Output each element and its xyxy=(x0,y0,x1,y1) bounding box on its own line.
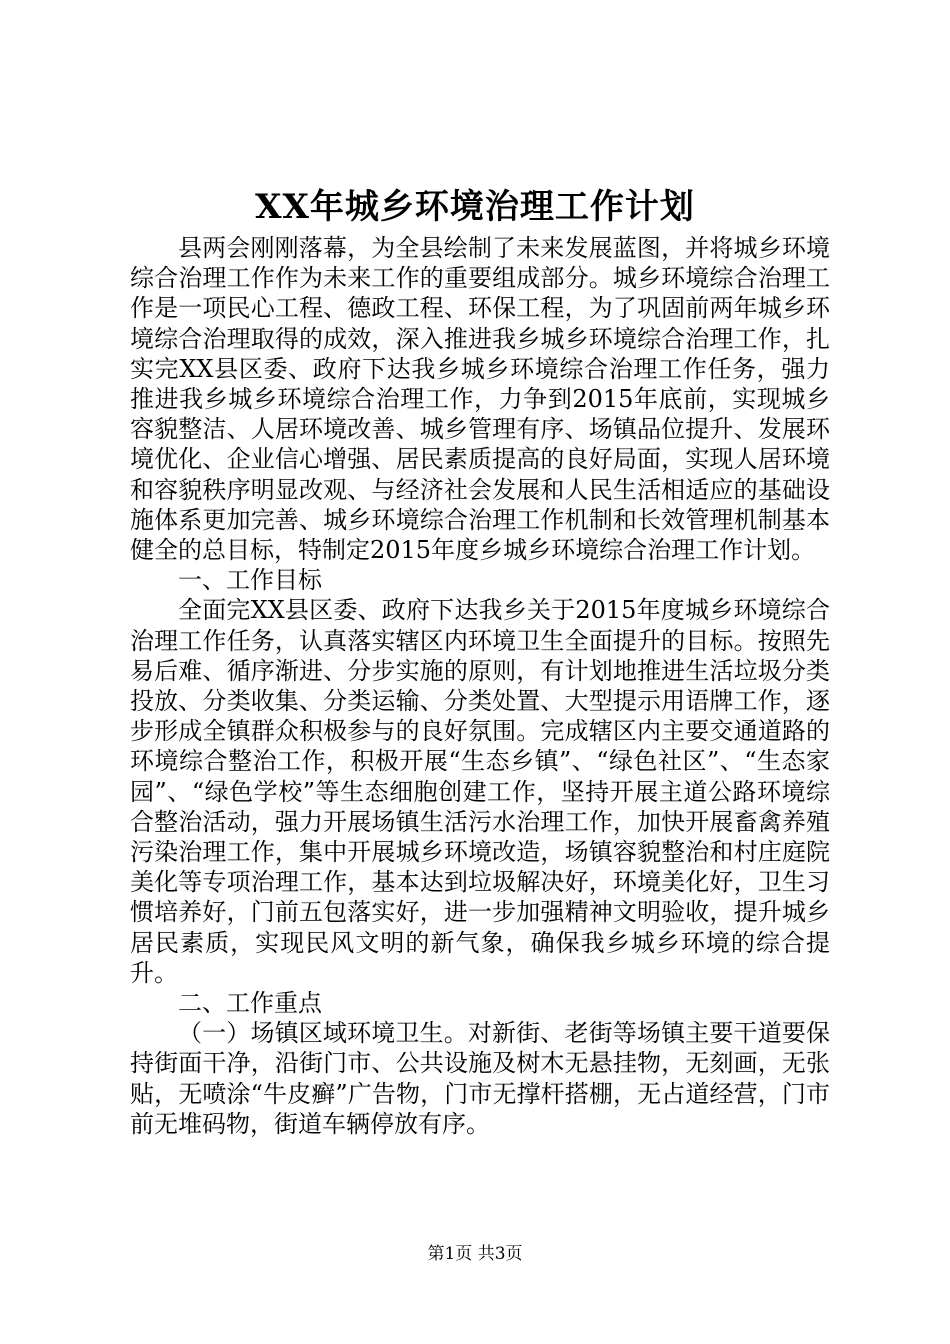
focus-paragraph-1: （一）场镇区域环境卫生。对新街、老街等场镇主要干道要保持街面干净，沿街门市、公共设施及树木无悬挂物，无刻画，无张贴，无喷涂“牛皮癣”广告物，门市无撑杆搭棚，无占道经营，门市前无堆码物，街道车辆停放有序。 xyxy=(130,1019,830,1138)
page-number-footer: 第1页 共3页 xyxy=(427,1244,523,1264)
intro-paragraph: 县两会刚刚落幕，为全县绘制了未来发展蓝图，并将城乡环境综合治理工作作为未来工作的重要组成部分。城乡环境综合治理工作是一项民心工程、德政工程、环保工程，为了巩固前两年城乡环境综合治理取得的成效，深入推进我乡城乡环境综合治理工作，扎实完XX县区委、政府下达我乡城乡环境综合治理工作任务，强力推进我乡城乡环境综合治理工作，力争到2015年底前，实现城乡容貌整洁、人居环境改善、城乡管理有序、场镇品位提升、发展环境优化、企业信心增强、居民素质提高的良好局面，实现人居环境和容貌秩序明显改观、与经济社会发展和人民生活相适应的基础设施体系更加完善、城乡环境综合治理工作机制和长效管理机制基本健全的总目标，特制定2015年度乡城乡环境综合治理工作计划。 xyxy=(130,234,830,565)
section-heading-focus: 二、工作重点 xyxy=(178,989,322,1018)
document-title: XX年城乡环境治理工作计划 xyxy=(255,187,695,227)
document-body xyxy=(130,233,830,1139)
section-heading-goals: 一、工作目标 xyxy=(178,566,322,595)
goals-paragraph: 全面完XX县区委、政府下达我乡关于2015年度城乡环境综合治理工作任务，认真落实辖区内环境卫生全面提升的目标。按照先易后难、循序渐进、分步实施的原则，有计划地推进生活垃圾分类投放、分类收集、分类运输、分类处置、大型提示用语牌工作，逐步形成全镇群众积极参与的良好氛围。完成辖区内主要交通道路的环境综合整治工作，积极开展“生态乡镇”、“绿色社区”、“生态家园”、“绿色学校”等生态细胞创建工作，坚持开展主道公路环境综合整治活动，强力开展场镇生活污水治理工作，加快开展畜禽养殖污染治理工作，集中开展城乡环境改造，场镇容貌整治和村庄庭院美化等专项治理工作，基本达到垃圾解决好，环境美化好，卫生习惯培养好，门前五包落实好，进一步加强精神文明验收，提升城乡居民素质，实现民风文明的新气象，确保我乡城乡环境的综合提升。 xyxy=(130,596,830,987)
